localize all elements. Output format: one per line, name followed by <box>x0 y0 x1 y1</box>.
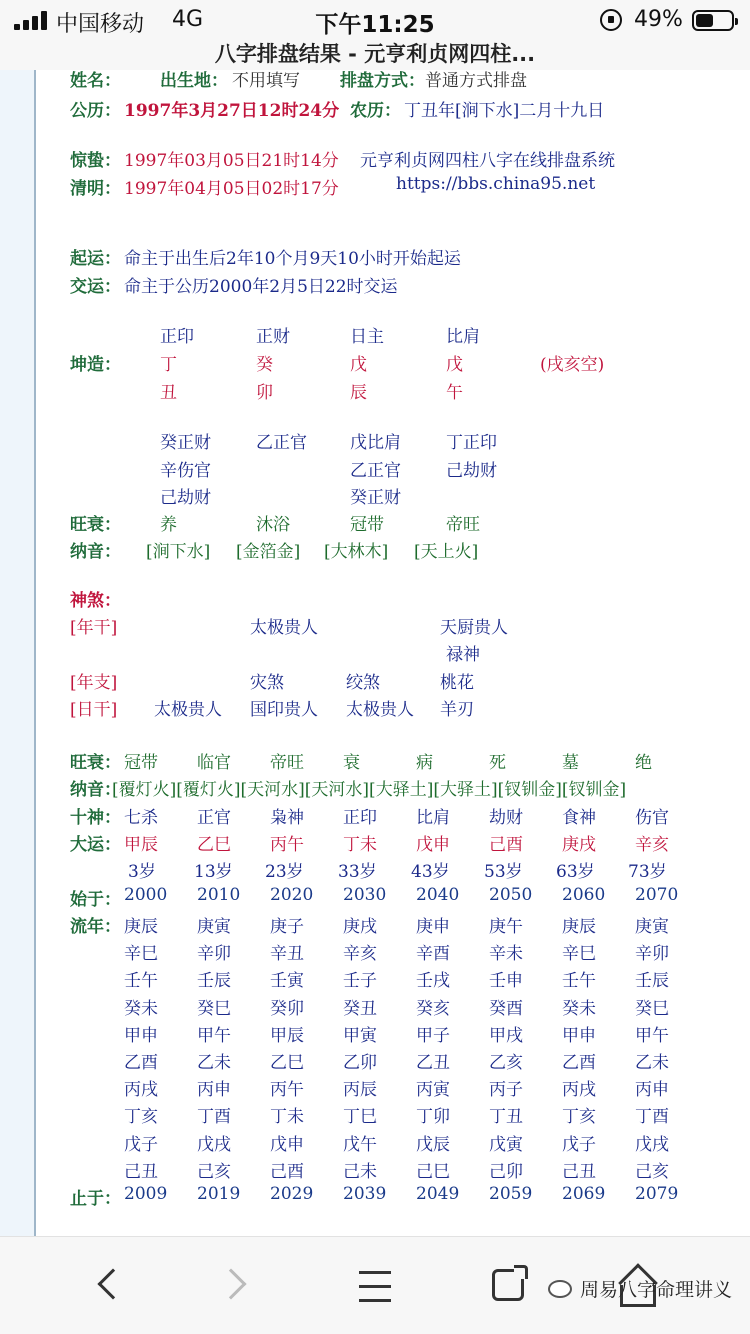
liunian-cell: 辛巳 <box>124 944 158 964</box>
liunian-cell: 丁亥 <box>562 1107 596 1127</box>
branches-row: 丑 卯 辰 午 <box>160 383 463 403</box>
liunian-cell: 戊午 <box>343 1135 377 1155</box>
stems-row: 坤造： 丁 癸 戊 戊 (戌亥空) <box>70 355 605 375</box>
rotation-lock-icon <box>600 9 622 31</box>
liunian-row <box>0 1075 750 1101</box>
liunian-cell: 癸未 <box>124 999 158 1019</box>
tabs-button[interactable] <box>478 1257 538 1317</box>
gongli-row: 公历： 1997年3月27日12时24分 农历： 丁丑年[涧下水]二月十九日 <box>70 101 605 121</box>
liunian-cell: 癸巳 <box>635 999 669 1019</box>
dayun-nayin-row: 纳音： [覆灯火][覆灯火][天河水][天河水][大驿土][大驿土][钗钏金][钗钏金] <box>70 780 627 800</box>
liunian-cell: 辛亥 <box>343 944 377 964</box>
liunian-cell: 己丑 <box>562 1162 596 1182</box>
liunian-cell: 癸丑 <box>343 999 377 1019</box>
liunian-cell: 己酉 <box>270 1162 304 1182</box>
liunian-cell: 丁酉 <box>197 1107 231 1127</box>
liunian-cell: 辛丑 <box>270 944 304 964</box>
shensha-lushen-row: 禄神 <box>446 645 480 665</box>
liunian-cell: 癸卯 <box>270 999 304 1019</box>
forward-button[interactable] <box>206 1257 266 1317</box>
liunian-cell: 壬戌 <box>416 971 450 991</box>
liunian-cell: 庚午 <box>489 917 523 937</box>
wangshuai-row: 旺衰： 养 沐浴 冠带 帝旺 <box>70 515 480 535</box>
liunian-cell: 戊子 <box>562 1135 596 1155</box>
liunian-cell: 戊子 <box>124 1135 158 1155</box>
dayun-wangshuai-row: 旺衰： 冠带 临官 帝旺 衰 病 死 墓 绝 <box>70 753 652 773</box>
liunian-cell: 丙戌 <box>562 1080 596 1100</box>
liunian-cell: 甲申 <box>562 1026 596 1046</box>
liunian-cell: 乙亥 <box>489 1053 523 1073</box>
qiyun-row: 起运： 命主于出生后2年10个月9天10小时开始起运 <box>70 249 461 269</box>
liunian-cell: 戊辰 <box>416 1135 450 1155</box>
dayun-end-row: 止于： 2009 2019 2029 2039 2049 2059 2069 2079 <box>70 1184 679 1209</box>
liunian-cell: 丁丑 <box>489 1107 523 1127</box>
liunian-row <box>0 966 750 992</box>
liunian-cell: 乙卯 <box>343 1053 377 1073</box>
liunian-cell: 庚寅 <box>635 917 669 937</box>
liunian-cell: 丙寅 <box>416 1080 450 1100</box>
liunian-cell: 己亥 <box>635 1162 669 1182</box>
jiaoyun-row: 交运： 命主于公历2000年2月5日22时交运 <box>70 277 398 297</box>
liunian-cell: 庚辰 <box>124 917 158 937</box>
liunian-cell: 辛巳 <box>562 944 596 964</box>
liunian-cell: 己亥 <box>197 1162 231 1182</box>
liunian-cell: 甲午 <box>197 1026 231 1046</box>
liunian-cell: 壬寅 <box>270 971 304 991</box>
liunian-cell: 丁巳 <box>343 1107 377 1127</box>
liunian-cell: 辛卯 <box>197 944 231 964</box>
network-type: 4G <box>172 7 204 32</box>
status-bar <box>0 0 750 40</box>
jingzhe-row: 惊蛰： 1997年03月05日21时14分 元亨利贞网四柱八字在线排盘系统 <box>70 151 615 171</box>
clock: 下午11:25 <box>315 12 435 38</box>
shensha-rigan-row: [日干] 太极贵人 国印贵人 太极贵人 羊刃 <box>70 700 474 720</box>
liunian-cell: 戊寅 <box>489 1135 523 1155</box>
liunian-cell: 丙辰 <box>343 1080 377 1100</box>
shensha-title: 神煞： <box>70 591 121 611</box>
liunian-cell: 丁酉 <box>635 1107 669 1127</box>
liunian-row <box>0 1157 750 1183</box>
battery-icon <box>692 10 734 31</box>
header-cut-row: 姓名： 出生地： 不用填写 排盘方式： 普通方式排盘 <box>70 71 527 91</box>
dayun-ages-row: 3岁 13岁 23岁 33岁 43岁 53岁 63岁 73岁 <box>128 862 667 882</box>
dayun-pillars-row: 大运： 甲辰 乙巳 丙午 丁未 戊申 己酉 庚戌 辛亥 <box>70 835 669 855</box>
hidden-stems-row-1: 癸正财 乙正官 戊比肩 丁正印 <box>160 433 497 453</box>
wechat-icon <box>548 1280 572 1298</box>
site-url-link[interactable]: https://bbs.china95.net <box>396 174 596 194</box>
liunian-cell: 甲寅 <box>343 1026 377 1046</box>
liunian-cell: 庚申 <box>416 917 450 937</box>
dayun-shishen-row: 十神： 七杀 正官 枭神 正印 比肩 劫财 食神 伤官 <box>70 808 669 828</box>
liunian-cell: 己巳 <box>416 1162 450 1182</box>
liunian-cell: 甲午 <box>635 1026 669 1046</box>
liunian-cell: 己丑 <box>124 1162 158 1182</box>
liunian-cell: 壬子 <box>343 971 377 991</box>
liunian-cell: 丙戌 <box>124 1080 158 1100</box>
liunian-cell: 壬辰 <box>197 971 231 991</box>
liunian-cell: 乙酉 <box>562 1053 596 1073</box>
hidden-stems-row-3: 己劫财 癸正财 <box>160 488 401 508</box>
liunian-row <box>0 1021 750 1047</box>
battery-percent: 49% <box>634 7 683 32</box>
liunian-cell: 癸亥 <box>416 999 450 1019</box>
liunian-label-row: 流年： <box>70 917 121 937</box>
liunian-cell: 丁亥 <box>124 1107 158 1127</box>
liunian-row <box>0 1048 750 1074</box>
liunian-cell: 癸酉 <box>489 999 523 1019</box>
liunian-cell: 辛未 <box>489 944 523 964</box>
liunian-row <box>0 994 750 1020</box>
page-content[interactable] <box>0 70 750 1236</box>
liunian-cell: 甲申 <box>124 1026 158 1046</box>
dayun-start-row: 始于： 2000 2010 2020 2030 2040 2050 2060 2070 <box>70 885 679 910</box>
liunian-cell: 癸未 <box>562 999 596 1019</box>
liunian-cell: 戊戌 <box>197 1135 231 1155</box>
liunian-cell: 甲子 <box>416 1026 450 1046</box>
hidden-stems-row-2: 辛伤官 乙正官 己劫财 <box>160 461 497 481</box>
liunian-cell: 壬午 <box>124 971 158 991</box>
liunian-row <box>0 912 750 938</box>
liunian-cell: 戊戌 <box>635 1135 669 1155</box>
liunian-cell: 壬申 <box>489 971 523 991</box>
liunian-cell: 壬午 <box>562 971 596 991</box>
liunian-cell: 辛酉 <box>416 944 450 964</box>
shensha-niangan-row: [年干] 太极贵人 天厨贵人 <box>70 618 508 638</box>
liunian-row <box>0 939 750 965</box>
liunian-cell: 丁卯 <box>416 1107 450 1127</box>
liunian-cell: 甲戌 <box>489 1026 523 1046</box>
liunian-cell: 丙申 <box>197 1080 231 1100</box>
page-title: 八字排盘结果 - 元亨利贞网四柱... <box>0 40 750 70</box>
liunian-cell: 乙巳 <box>270 1053 304 1073</box>
shensha-nianzhi-row: [年支] 灾煞 绞煞 桃花 <box>70 673 474 693</box>
liunian-cell: 乙丑 <box>416 1053 450 1073</box>
liunian-cell: 庚寅 <box>197 917 231 937</box>
chevron-right-icon <box>215 1268 246 1299</box>
liunian-cell: 丙子 <box>489 1080 523 1100</box>
liunian-cell: 戊申 <box>270 1135 304 1155</box>
liunian-cell: 庚子 <box>270 917 304 937</box>
liunian-cell: 丁未 <box>270 1107 304 1127</box>
nayin-row: 纳音： [涧下水] [金箔金] [大林木] [天上火] <box>70 542 479 562</box>
liunian-cell: 己卯 <box>489 1162 523 1182</box>
qingming-row: 清明： 1997年04月05日02时17分 https://bbs.china95.net <box>70 174 596 199</box>
browser-toolbar <box>0 1236 750 1334</box>
liunian-cell: 辛卯 <box>635 944 669 964</box>
liunian-row <box>0 1130 750 1156</box>
liunian-cell: 乙酉 <box>124 1053 158 1073</box>
watermark: 周易八字命理讲义 <box>580 1279 733 1301</box>
back-button[interactable] <box>80 1257 140 1317</box>
liunian-cell: 癸巳 <box>197 999 231 1019</box>
carrier-name: 中国移动 <box>56 12 145 37</box>
menu-button[interactable] <box>345 1257 405 1317</box>
liunian-cell: 乙未 <box>197 1053 231 1073</box>
ten-gods-row: 正印 正财 日主 比肩 <box>160 327 480 347</box>
liunian-cell: 丙午 <box>270 1080 304 1100</box>
chevron-left-icon <box>97 1268 128 1299</box>
liunian-row <box>0 1102 750 1128</box>
liunian-cell: 己未 <box>343 1162 377 1182</box>
liunian-cell: 丙申 <box>635 1080 669 1100</box>
liunian-cell: 庚戌 <box>343 917 377 937</box>
liunian-cell: 甲辰 <box>270 1026 304 1046</box>
liunian-cell: 庚辰 <box>562 917 596 937</box>
liunian-cell: 壬辰 <box>635 971 669 991</box>
liunian-cell: 乙未 <box>635 1053 669 1073</box>
